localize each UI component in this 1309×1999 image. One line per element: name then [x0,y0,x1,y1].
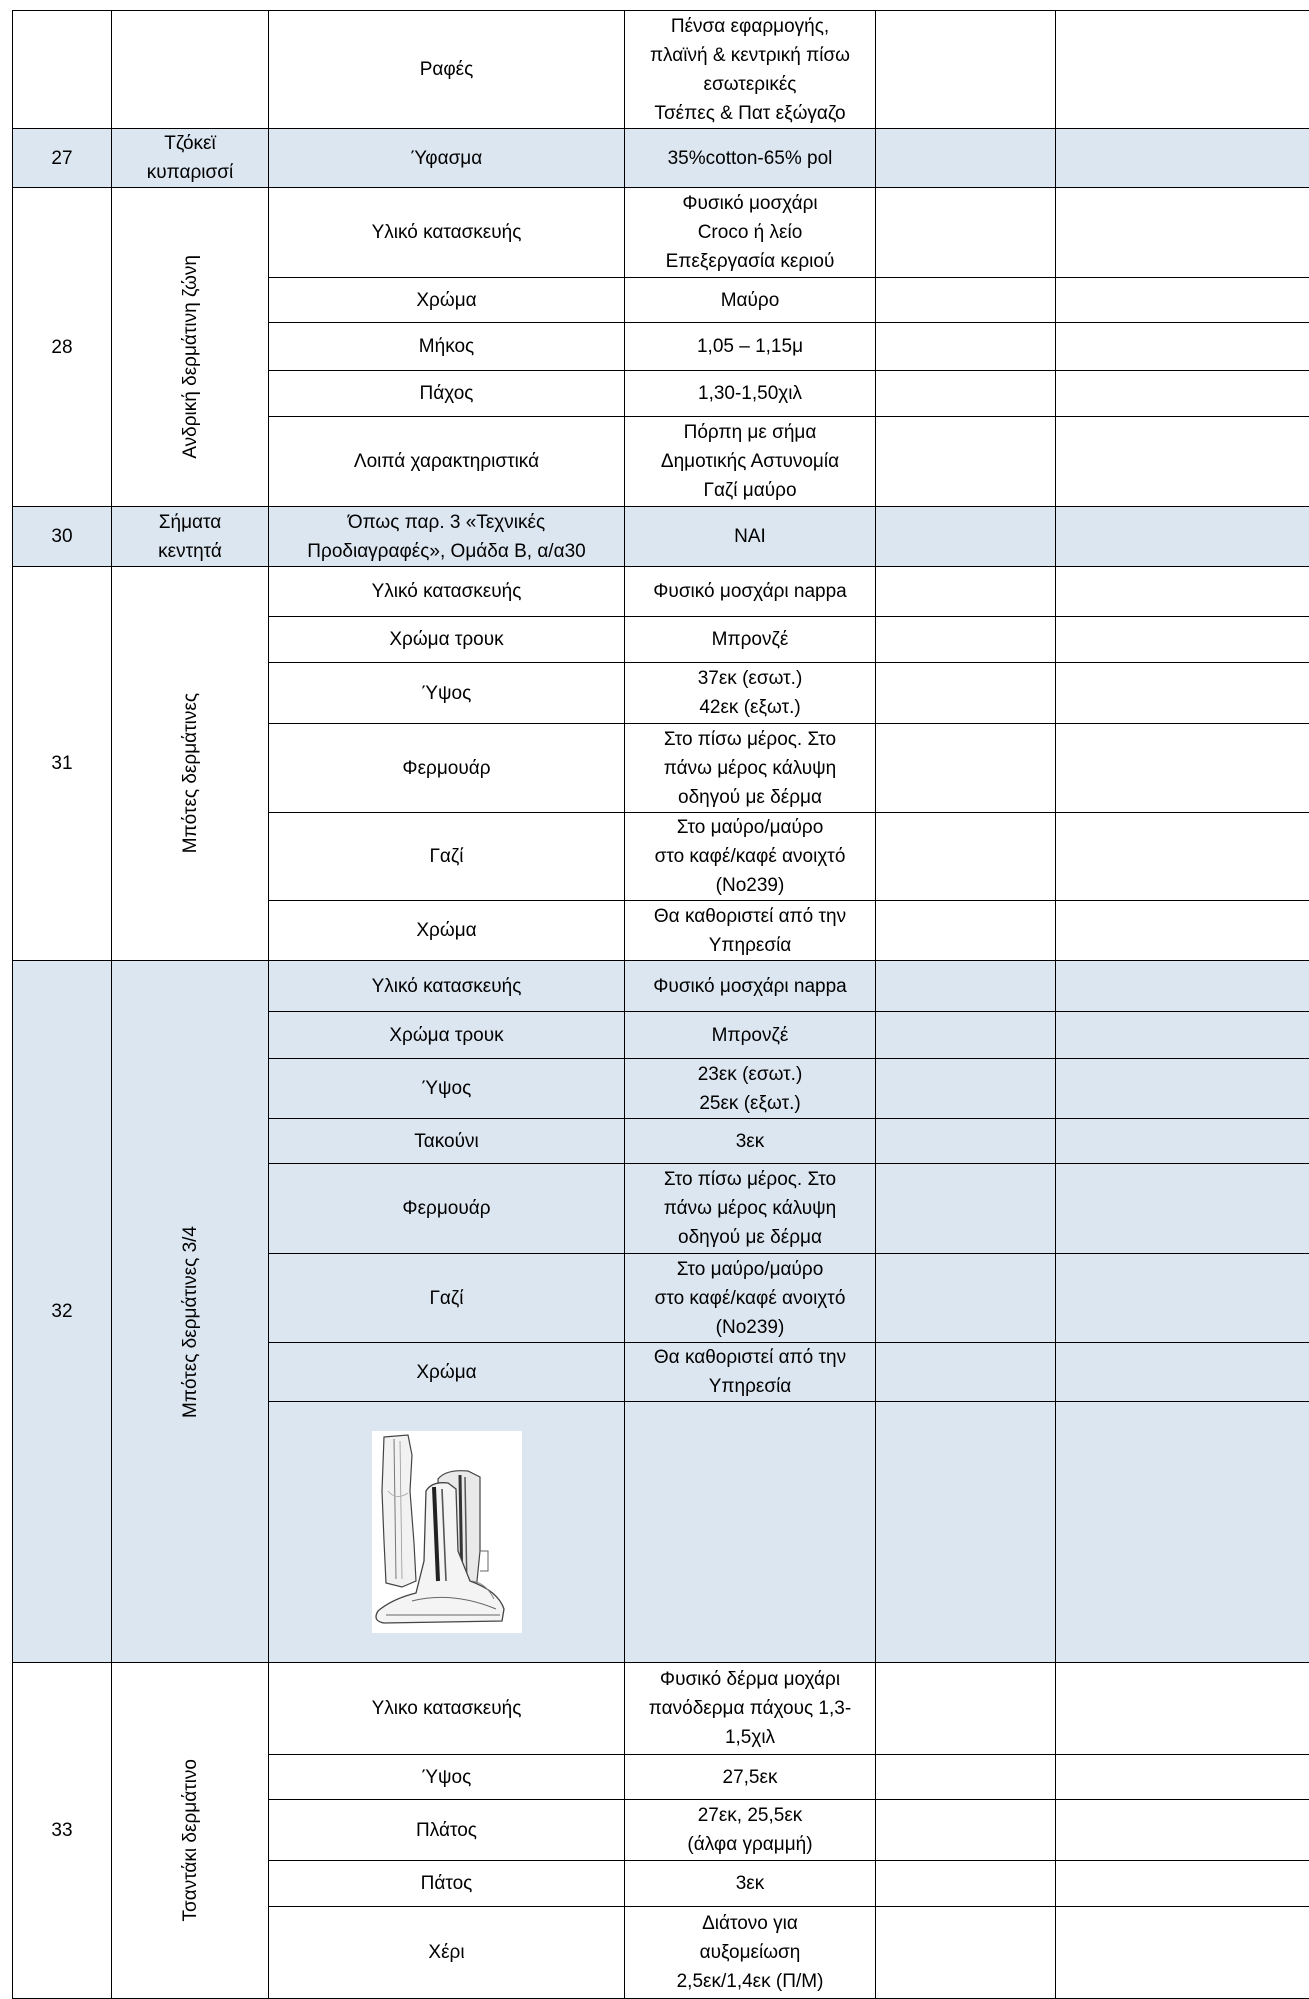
empty-cell [876,663,1056,724]
empty-cell [1056,1800,1309,1861]
spec-label: Ραφές [269,11,625,129]
item-name: Μπότες δερμάτινες 3/4 [176,1226,205,1418]
empty-cell [876,1402,1056,1663]
spec-label: Χέρι [269,1907,625,1999]
empty-cell [1056,813,1309,901]
empty-cell [876,417,1056,507]
spec-value: Μπρονζέ [625,617,876,663]
table-row [13,961,1309,1012]
item-name: Ανδρική δερμάτινη ζώνη [176,255,205,459]
spec-label: Υλικό κατασκευής [269,961,625,1012]
table-row [13,11,1309,129]
empty-cell [1056,188,1309,278]
empty-cell [876,901,1056,961]
empty-cell [876,323,1056,371]
item-number: 31 [13,567,112,961]
spec-value: Στο πίσω μέρος. Στο πάνω μέρος κάλυψη οδηγού με δέρμα [625,1164,876,1254]
spec-label: Ύψος [269,663,625,724]
empty-cell [1056,961,1309,1012]
spec-label: Όπως παρ. 3 «Τεχνικές Προδιαγραφές», Ομάδα Β, α/α30 [269,507,625,567]
empty-cell [1056,323,1309,371]
specification-table [12,10,1309,1999]
spec-label: Χρώμα [269,278,625,323]
spec-value: 3εκ [625,1861,876,1907]
spec-label: Υλικό κατασκευής [269,188,625,278]
spec-value: 1,30-1,50χιλ [625,371,876,417]
empty-cell [1056,1663,1309,1755]
empty-cell [876,1059,1056,1119]
spec-value: 23εκ (εσωτ.) 25εκ (εξωτ.) [625,1059,876,1119]
item-name-cell [112,961,269,1663]
empty-cell [1056,129,1309,188]
empty-cell [1056,1012,1309,1059]
empty-cell [876,11,1056,129]
empty-cell [1056,617,1309,663]
empty-cell [876,961,1056,1012]
spec-label: Πάτος [269,1861,625,1907]
spec-label: Γαζί [269,1254,625,1343]
spec-value: Φυσικό μοσχάρι nappa [625,961,876,1012]
spec-value: 27,5εκ [625,1755,876,1800]
empty-cell [876,1012,1056,1059]
empty-cell [876,617,1056,663]
spec-value: Θα καθοριστεί από την Υπηρεσία [625,901,876,961]
spec-value: Μπρονζέ [625,1012,876,1059]
empty-cell [1056,1164,1309,1254]
spec-value: Πένσα εφαρμογής, πλαϊνή & κεντρική πίσω εσωτερικές Τσέπες & Πατ εξώγαζο [625,11,876,129]
spec-value: Φυσικό μοσχάρι nappa [625,567,876,617]
item-name: Τσαντάκι δερμάτινο [176,1759,205,1922]
spec-label: Φερμουάρ [269,724,625,813]
item-number: 27 [13,129,112,188]
spec-value: Στο μαύρο/μαύρο στο καφέ/καφέ ανοιχτό (Νο239) [625,813,876,901]
empty-cell [876,507,1056,567]
empty-cell [1056,567,1309,617]
empty-cell [876,1254,1056,1343]
spec-value: Διάτονο για αυξομείωση 2,5εκ/1,4εκ (Π/Μ) [625,1907,876,1999]
item-number: 30 [13,507,112,567]
item-name-cell [112,567,269,961]
item-name: Σήματα κεντητά [112,507,269,567]
empty-cell [1056,663,1309,724]
empty-cell [1056,278,1309,323]
empty-cell [1056,417,1309,507]
item-name: Μπότες δερμάτινες [176,693,205,853]
item-number-cell [13,11,112,129]
spec-label: Ύψος [269,1755,625,1800]
empty-cell [876,1800,1056,1861]
empty-cell [1056,1861,1309,1907]
empty-cell [876,278,1056,323]
table-row [13,507,1309,567]
empty-cell [1056,1402,1309,1663]
spec-label: Χρώμα τρουκ [269,617,625,663]
spec-value: 35%cotton-65% pol [625,129,876,188]
spec-label: Χρώμα [269,1343,625,1402]
empty-cell [1056,901,1309,961]
spec-label: Υλικό κατασκευής [269,567,625,617]
empty-cell [625,1402,876,1663]
empty-cell [1056,11,1309,129]
empty-cell [1056,1755,1309,1800]
spec-value: 1,05 – 1,15μ [625,323,876,371]
spec-label: Χρώμα τρουκ [269,1012,625,1059]
spec-value: Φυσικό μοσχάρι Croco ή λείο Επεξεργασία κεριού [625,188,876,278]
empty-cell [876,1861,1056,1907]
empty-cell [876,188,1056,278]
spec-label: Υλικο κατασκευής [269,1663,625,1755]
empty-cell [876,1119,1056,1164]
spec-label: Γαζί [269,813,625,901]
spec-label: Πάχος [269,371,625,417]
item-name-cell [112,188,269,507]
spec-label: Τακούνι [269,1119,625,1164]
empty-cell [876,129,1056,188]
spec-label: Λοιπά χαρακτηριστικά [269,417,625,507]
item-name: Τζόκεϊ κυπαρισσί [112,129,269,188]
spec-label: Φερμουάρ [269,1164,625,1254]
empty-cell [876,1907,1056,1999]
empty-cell [1056,371,1309,417]
spec-value: Θα καθοριστεί από την Υπηρεσία [625,1343,876,1402]
empty-cell [1056,1907,1309,1999]
spec-value: Στο πίσω μέρος. Στο πάνω μέρος κάλυψη οδηγού με δέρμα [625,724,876,813]
table-row [13,1663,1309,1755]
item-number: 33 [13,1663,112,1999]
spec-label: Ύφασμα [269,129,625,188]
spec-value: Πόρπη με σήμα Δημοτικής Αστυνομία Γαζί μαύρο [625,417,876,507]
spec-value: Μαύρο [625,278,876,323]
empty-cell [876,1343,1056,1402]
item-name-cell [112,11,269,129]
spec-value: Φυσικό δέρμα μοχάρι πανόδερμα πάχους 1,3- 1,5χιλ [625,1663,876,1755]
spec-label: Ύψος [269,1059,625,1119]
spec-value: ΝΑΙ [625,507,876,567]
spec-value: 27εκ, 25,5εκ (άλφα γραμμή) [625,1800,876,1861]
empty-cell [1056,1119,1309,1164]
boot-image-cell [269,1402,625,1663]
spec-value: 3εκ [625,1119,876,1164]
spec-label: Πλάτος [269,1800,625,1861]
empty-cell [1056,1059,1309,1119]
table-row [13,567,1309,617]
empty-cell [876,1755,1056,1800]
item-number: 32 [13,961,112,1663]
spec-value: 37εκ (εσωτ.) 42εκ (εξωτ.) [625,663,876,724]
spec-label: Μήκος [269,323,625,371]
empty-cell [1056,724,1309,813]
spec-label: Χρώμα [269,901,625,961]
empty-cell [1056,1343,1309,1402]
empty-cell [876,724,1056,813]
table-row [13,188,1309,278]
empty-cell [876,567,1056,617]
empty-cell [876,813,1056,901]
empty-cell [876,1164,1056,1254]
item-name-cell [112,1663,269,1999]
boot-illustration [372,1431,522,1633]
empty-cell [1056,1254,1309,1343]
table-row [13,129,1309,188]
item-number: 28 [13,188,112,507]
empty-cell [1056,507,1309,567]
empty-cell [876,371,1056,417]
spec-value: Στο μαύρο/μαύρο στο καφέ/καφέ ανοιχτό (Νο239) [625,1254,876,1343]
empty-cell [876,1663,1056,1755]
